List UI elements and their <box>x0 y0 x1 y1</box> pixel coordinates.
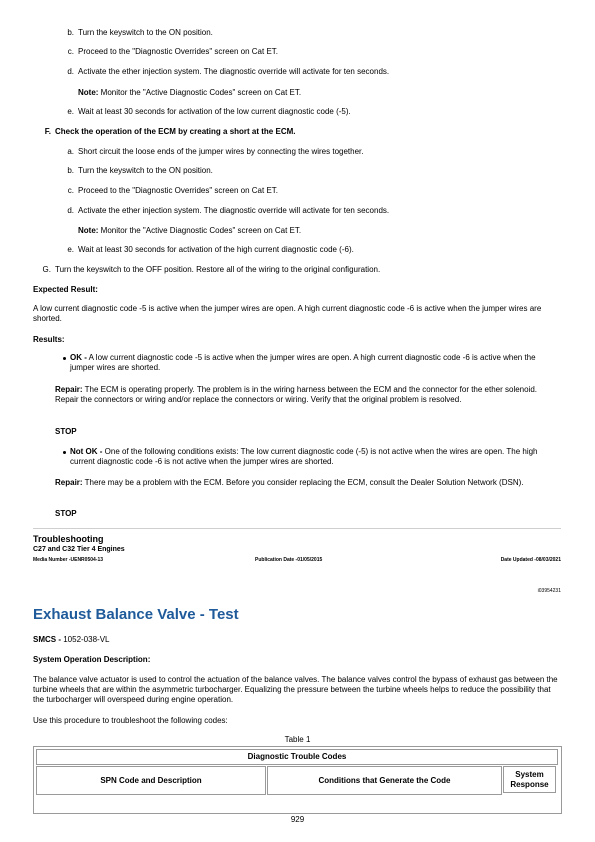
section-divider <box>33 528 561 529</box>
step-b-F <box>60 166 213 176</box>
step-e-top <box>60 107 351 117</box>
media-number: Media Number -UENR0504-13 <box>33 557 104 563</box>
step-text: Turn the keyswitch to the ON position. <box>78 166 213 175</box>
step-text: Proceed to the "Diagnostic Overrides" screen on Cat ET. <box>78 186 278 195</box>
step-text: Check the operation of the ECM by creating a short at the ECM. <box>55 127 296 136</box>
note-label: Note: <box>78 88 99 97</box>
table-caption: Table 1 <box>284 735 311 744</box>
stop-ok: STOP <box>55 427 77 436</box>
bullet-ok <box>63 357 66 360</box>
step-label: e. <box>67 245 74 254</box>
table-title: Diagnostic Trouble Codes <box>36 749 558 765</box>
step-label: e. <box>67 107 74 116</box>
column-header-spn: SPN Code and Description <box>36 766 266 795</box>
step-text: Activate the ether injection system. The diagnostic override will activate for ten seconds. <box>78 206 390 215</box>
step-c-top <box>60 47 278 57</box>
step-label: b. <box>67 28 74 37</box>
repair-not-ok <box>55 478 555 488</box>
step-text: Turn the keyswitch to the ON position. <box>78 28 213 37</box>
result-ok <box>70 353 555 373</box>
step-d-F <box>60 206 389 216</box>
sysop-text: The balance valve actuator is used to control the actuation of the balance valves. The balance valves control the bypass of exhaust gas between the turbine wheels that are within the asymmetric turbocharger. Equalizing the pressure between the turbine wheels helps to reduce the possibility that the turbocharger will overspeed during engine operation. <box>33 675 558 704</box>
note-text: Monitor the "Active Diagnostic Codes" screen on Cat ET. <box>98 88 302 97</box>
expected-heading: Expected Result: <box>33 285 98 294</box>
column-header-conditions: Conditions that Generate the Code <box>267 766 502 795</box>
step-G <box>37 265 380 275</box>
result-not-ok-label: Not OK - <box>70 447 103 456</box>
step-a-F <box>60 147 363 157</box>
result-ok-label: OK - <box>70 353 87 362</box>
expected-text: A low current diagnostic code -5 is active when the jumper wires are open. A high current diagnostic code -6 is active when the jumper wires are shorted. <box>33 304 542 323</box>
step-text: Turn the keyswitch to the OFF position. Restore all of the wiring to the original configuration. <box>55 265 381 274</box>
smcs-label: SMCS - <box>33 635 61 644</box>
step-label: c. <box>67 47 74 56</box>
document-id: i03954231 <box>537 588 561 594</box>
section-title: Exhaust Balance Valve - Test <box>33 606 239 623</box>
column-header-system-response: System Response <box>503 766 556 793</box>
results-heading: Results: <box>33 335 65 344</box>
step-b-top <box>60 28 213 38</box>
result-ok-text: A low current diagnostic code -5 is active when the jumper wires are open. A high current diagnostic code -6 is active when the jumper wires are shorted. <box>70 353 536 372</box>
bullet-not-ok <box>63 451 66 454</box>
step-label: b. <box>67 166 74 175</box>
step-text: Wait at least 30 seconds for activation of the low current diagnostic code (-5). <box>78 107 351 116</box>
repair-ok <box>55 385 555 405</box>
note-F <box>78 226 301 236</box>
note-top <box>78 88 301 98</box>
step-F <box>37 127 295 137</box>
result-not-ok-text: One of the following conditions exists: The low current diagnostic code (-5) is not active when the wires are open. The high current diagnostic code -6 is not active when the jumper wires are shorted. <box>70 447 538 466</box>
note-label: Note: <box>78 226 99 235</box>
result-not-ok <box>70 447 555 467</box>
step-text: Short circuit the loose ends of the jumper wires by connecting the wires together. <box>78 147 364 156</box>
use-text: Use this procedure to troubleshoot the following codes: <box>33 716 228 725</box>
publication-date: Publication Date -01/05/2015 <box>255 557 323 563</box>
stop-not-ok: STOP <box>55 509 77 518</box>
step-d-top <box>60 67 389 77</box>
doc-header-title: Troubleshooting <box>33 534 104 544</box>
step-label: d. <box>67 206 74 215</box>
step-label: d. <box>67 67 74 76</box>
smcs-line <box>33 635 109 645</box>
step-label: G. <box>42 265 51 274</box>
step-label: c. <box>67 186 74 195</box>
step-label: F. <box>44 127 51 136</box>
doc-header-subtitle: C27 and C32 Tier 4 Engines <box>33 546 125 553</box>
repair-ok-text: The ECM is operating properly. The problem is in the wiring harness between the ECM and the connector for the ether solenoid. Repair the connectors or wiring and/or replace the connectors or wiring. Verify that the original problem is resolved. <box>55 385 538 404</box>
repair-ok-label: Repair: <box>55 385 83 394</box>
page-number: 929 <box>290 815 305 824</box>
step-label: a. <box>67 147 74 156</box>
step-text: Activate the ether injection system. The diagnostic override will activate for ten seconds. <box>78 67 390 76</box>
date-updated: Date Updated -08/03/2021 <box>500 557 561 563</box>
step-e-F <box>60 245 354 255</box>
smcs-value: 1052-038-VL <box>61 635 110 644</box>
step-text: Proceed to the "Diagnostic Overrides" screen on Cat ET. <box>78 47 278 56</box>
sysop-heading: System Operation Description: <box>33 655 151 664</box>
step-text: Wait at least 30 seconds for activation of the high current diagnostic code (-6). <box>78 245 354 254</box>
repair-not-ok-label: Repair: <box>55 478 83 487</box>
repair-not-ok-text: There may be a problem with the ECM. Before you consider replacing the ECM, consult the Dealer Solution Network (DSN). <box>82 478 524 487</box>
step-c-F <box>60 186 278 196</box>
note-text: Monitor the "Active Diagnostic Codes" screen on Cat ET. <box>98 226 302 235</box>
